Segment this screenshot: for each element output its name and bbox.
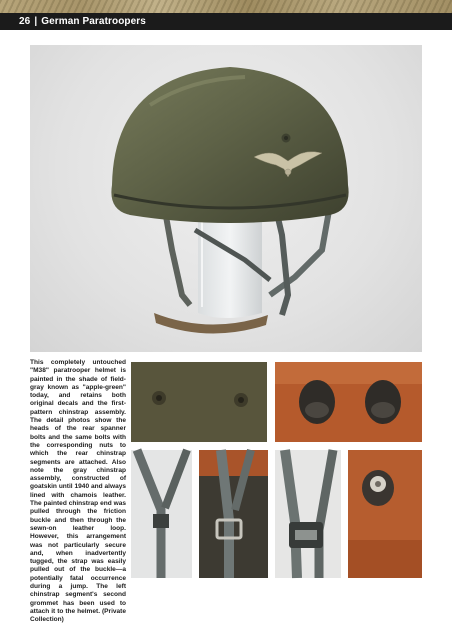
detail-photo-bolt-heads [131,362,267,442]
page-number: 26 [19,16,31,27]
header-separator: | [34,16,38,27]
running-title: German Paratroopers [41,16,146,27]
bolt-heads-image [131,362,267,442]
photo-caption: This completely untouched "M38" paratrooper helmet is painted in the shade of field-gray known as "apple-green" today, and retains both original decals and the first-pattern chinstrap assembly. The detail photos show the heads of the rear spanner bolts and the same bolts with the corresponding nuts to which the rear chinstrap segments are attached. Also note the gray chinstrap assembly, constructed of goatskin until 1940 and always lined with chamois leather. The painted chinstrap end was pulled through the friction buckle and then through the sewn-on leather loop. However, this arrangement was not particularly secure and, when inadvertently tugged, the strap was easily pulled out of the buckle—a potentially fatal occurrence during a jump. The left chinstrap segment's second grommet has been used to attach it to the helmet. (Private Collection) [30,359,126,624]
detail-photo-bolt-nuts [275,362,422,442]
helmet-illustration [30,45,422,352]
detail-photo-buckle-side [275,450,341,578]
header-texture-band [0,0,452,13]
running-header [19,15,146,28]
detail-photo-bolt-closeup [348,450,422,578]
detail-photo-chinstrap [131,450,192,578]
detail-photo-buckle-front [199,450,268,578]
bolt-closeup-image [348,450,422,578]
buckle-front-image [199,450,268,578]
main-helmet-photo [30,45,422,352]
bolt-nuts-image [275,362,422,442]
buckle-side-image [275,450,341,578]
chinstrap-image [131,450,192,578]
